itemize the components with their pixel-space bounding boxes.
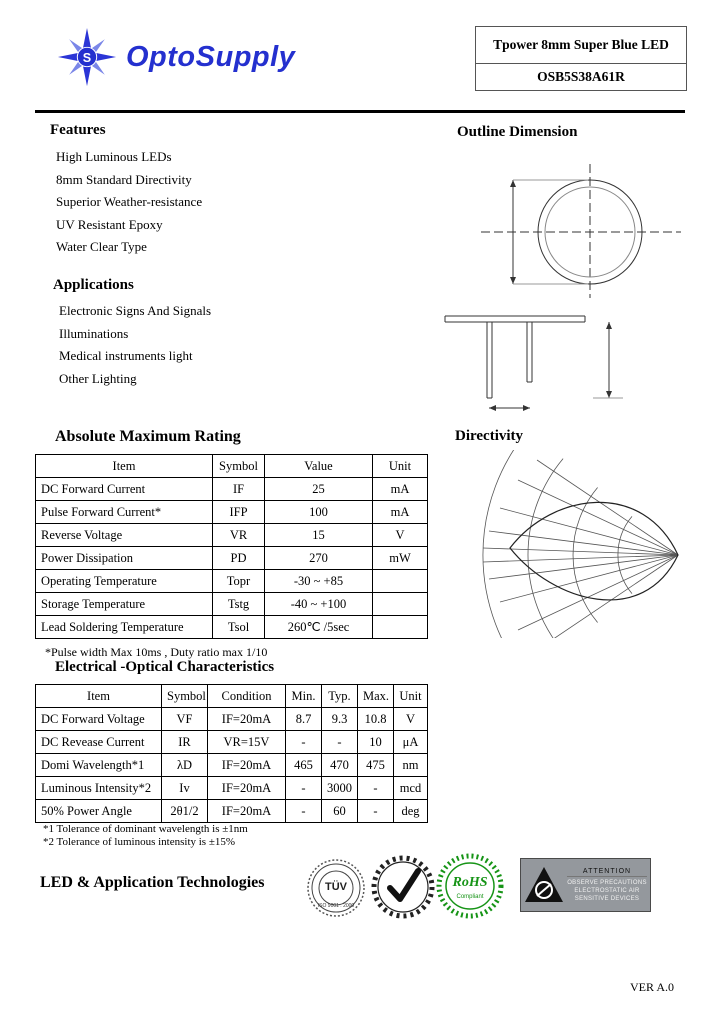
eoc-symbol: Iv bbox=[162, 777, 208, 800]
esd-warning-icon bbox=[521, 866, 567, 904]
amr-item: DC Forward Current bbox=[36, 478, 213, 501]
eoc-condition: IF=20mA bbox=[208, 800, 286, 823]
amr-symbol: Tsol bbox=[213, 616, 265, 639]
eoc-header: Min. bbox=[286, 685, 322, 708]
amr-symbol: Topr bbox=[213, 570, 265, 593]
application-item: Other Lighting bbox=[59, 370, 137, 386]
tuv-sub-label: ISO 9001 : 2000 bbox=[317, 903, 355, 909]
amr-table bbox=[35, 454, 428, 639]
eoc-min: - bbox=[286, 800, 322, 823]
eoc-typ: 470 bbox=[322, 754, 358, 777]
eoc-footnote-1: *1 Tolerance of dominant wavelength is ±1nm bbox=[43, 823, 248, 835]
attention-line: OBSERVE PRECAUTIONS bbox=[567, 879, 647, 886]
eoc-item: DC Revease Current bbox=[36, 731, 162, 754]
feature-item: UV Resistant Epoxy bbox=[56, 216, 163, 232]
amr-header-row bbox=[36, 455, 428, 478]
amr-item: Reverse Voltage bbox=[36, 524, 213, 547]
product-title: Tpower 8mm Super Blue LED bbox=[476, 27, 686, 64]
amr-header: Item bbox=[36, 455, 213, 478]
table-row bbox=[36, 524, 428, 547]
table-row bbox=[36, 593, 428, 616]
eoc-max: - bbox=[358, 800, 394, 823]
absolute-maximum-rating-section bbox=[35, 428, 427, 660]
outline-dimension-title: Outline Dimension bbox=[457, 124, 578, 140]
amr-footnote: *Pulse width Max 10ms , Duty ratio max 1/10 bbox=[45, 645, 268, 659]
amr-item: Lead Soldering Temperature bbox=[36, 616, 213, 639]
table-row bbox=[36, 708, 428, 731]
application-item: Illuminations bbox=[59, 325, 129, 341]
table-row bbox=[36, 731, 428, 754]
esd-text-block bbox=[567, 868, 650, 903]
eoc-item: Luminous Intensity*2 bbox=[36, 777, 162, 800]
amr-header: Value bbox=[265, 455, 373, 478]
table-row bbox=[36, 501, 428, 524]
eoc-item: 50% Power Angle bbox=[36, 800, 162, 823]
outline-dimension-drawing bbox=[393, 146, 685, 414]
amr-item: Pulse Forward Current* bbox=[36, 501, 213, 524]
amr-symbol: PD bbox=[213, 547, 265, 570]
eoc-header: Unit bbox=[394, 685, 428, 708]
eoc-max: - bbox=[358, 777, 394, 800]
eoc-header: Condition bbox=[208, 685, 286, 708]
eoc-header: Item bbox=[36, 685, 162, 708]
attention-line: ELECTROSTATIC AIR bbox=[574, 887, 640, 894]
directivity-title: Directivity bbox=[455, 428, 524, 444]
eoc-unit: nm bbox=[394, 754, 428, 777]
eoc-title: Electrical -Optical Characteristics bbox=[55, 659, 275, 675]
amr-unit: mA bbox=[373, 501, 428, 524]
eoc-min: 8.7 bbox=[286, 708, 322, 731]
feature-item: 8mm Standard Directivity bbox=[56, 171, 192, 187]
eoc-max: 10.8 bbox=[358, 708, 394, 731]
eoc-condition: IF=20mA bbox=[208, 777, 286, 800]
table-row bbox=[36, 547, 428, 570]
features-title: Features bbox=[50, 122, 106, 138]
application-item: Electronic Signs And Signals bbox=[59, 303, 212, 318]
tuv-certification-icon bbox=[306, 858, 366, 918]
eoc-typ: 9.3 bbox=[322, 708, 358, 731]
part-number: OSB5S38A61R bbox=[537, 69, 625, 84]
rohs-compliant-icon bbox=[436, 852, 504, 920]
table-row bbox=[36, 570, 428, 593]
attention-title: ATTENTION bbox=[567, 868, 647, 877]
eoc-symbol: 2θ1/2 bbox=[162, 800, 208, 823]
amr-item: Operating Temperature bbox=[36, 570, 213, 593]
eoc-footnote-2: *2 Tolerance of luminous intensity is ±15% bbox=[43, 836, 236, 848]
eoc-max: 10 bbox=[358, 731, 394, 754]
eoc-unit: mcd bbox=[394, 777, 428, 800]
feature-item: High Luminous LEDs bbox=[56, 149, 172, 164]
eoc-header: Typ. bbox=[322, 685, 358, 708]
eoc-typ: 3000 bbox=[322, 777, 358, 800]
amr-symbol: IFP bbox=[213, 501, 265, 524]
amr-value: 100 bbox=[265, 501, 373, 524]
eoc-unit: deg bbox=[394, 800, 428, 823]
eoc-symbol: λD bbox=[162, 754, 208, 777]
version-label: VER A.0 bbox=[630, 980, 675, 994]
eoc-max: 475 bbox=[358, 754, 394, 777]
amr-unit bbox=[373, 570, 428, 593]
amr-unit: mW bbox=[373, 547, 428, 570]
amr-unit bbox=[373, 593, 428, 616]
amr-symbol: IF bbox=[213, 478, 265, 501]
starburst-logo-icon bbox=[56, 26, 118, 88]
eoc-symbol: VF bbox=[162, 708, 208, 731]
amr-header: Symbol bbox=[213, 455, 265, 478]
eoc-typ: - bbox=[322, 731, 358, 754]
eoc-item: DC Forward Voltage bbox=[36, 708, 162, 731]
eoc-unit: μA bbox=[394, 731, 428, 754]
table-row bbox=[36, 754, 428, 777]
eoc-min: 465 bbox=[286, 754, 322, 777]
amr-value: 15 bbox=[265, 524, 373, 547]
eoc-header: Symbol bbox=[162, 685, 208, 708]
eoc-symbol: IR bbox=[162, 731, 208, 754]
features-section bbox=[50, 122, 202, 259]
header-product-box bbox=[475, 26, 687, 91]
footer-tagline: LED & Application Technologies bbox=[40, 874, 265, 891]
logo-letter: S bbox=[82, 50, 92, 65]
electrical-optical-section bbox=[35, 659, 427, 849]
amr-value: 260℃ /5sec bbox=[265, 616, 373, 639]
brand-logo bbox=[56, 26, 295, 88]
rohs-label: RoHS bbox=[452, 875, 488, 890]
table-row bbox=[36, 478, 428, 501]
eoc-table bbox=[35, 684, 428, 823]
header-divider bbox=[35, 110, 685, 113]
directivity-chart bbox=[438, 450, 690, 638]
esd-attention-box bbox=[520, 858, 651, 912]
amr-value: 270 bbox=[265, 547, 373, 570]
amr-value: -40 ~ +100 bbox=[265, 593, 373, 616]
eoc-header-row bbox=[36, 685, 428, 708]
amr-item: Storage Temperature bbox=[36, 593, 213, 616]
application-item: Medical instruments light bbox=[59, 348, 193, 363]
amr-item: Power Dissipation bbox=[36, 547, 213, 570]
features-list bbox=[50, 146, 202, 259]
eoc-typ: 60 bbox=[322, 800, 358, 823]
table-row bbox=[36, 616, 428, 639]
rohs-sub-label: Compliant bbox=[456, 894, 484, 900]
amr-value: 25 bbox=[265, 478, 373, 501]
tuv-label: TÜV bbox=[325, 881, 347, 893]
amr-symbol: Tstg bbox=[213, 593, 265, 616]
table-row bbox=[36, 800, 428, 823]
table-row bbox=[36, 777, 428, 800]
amr-unit: mA bbox=[373, 478, 428, 501]
eoc-item: Domi Wavelength*1 bbox=[36, 754, 162, 777]
approval-check-icon bbox=[370, 854, 436, 920]
feature-item: Superior Weather-resistance bbox=[56, 194, 203, 209]
eoc-unit: V bbox=[394, 708, 428, 731]
brand-name: OptoSupply bbox=[126, 40, 296, 73]
applications-title: Applications bbox=[53, 277, 134, 293]
amr-title: Absolute Maximum Rating bbox=[55, 428, 241, 445]
attention-line: SENSITIVE DEVICES bbox=[574, 895, 640, 902]
eoc-min: - bbox=[286, 777, 322, 800]
eoc-condition: VR=15V bbox=[208, 731, 286, 754]
amr-value: -30 ~ +85 bbox=[265, 570, 373, 593]
eoc-min: - bbox=[286, 731, 322, 754]
applications-section bbox=[53, 277, 211, 390]
applications-list bbox=[53, 300, 211, 390]
amr-header: Unit bbox=[373, 455, 428, 478]
amr-symbol: VR bbox=[213, 524, 265, 547]
feature-item: Water Clear Type bbox=[56, 239, 147, 254]
amr-unit bbox=[373, 616, 428, 639]
eoc-condition: IF=20mA bbox=[208, 754, 286, 777]
amr-unit: V bbox=[373, 524, 428, 547]
eoc-header: Max. bbox=[358, 685, 394, 708]
eoc-condition: IF=20mA bbox=[208, 708, 286, 731]
